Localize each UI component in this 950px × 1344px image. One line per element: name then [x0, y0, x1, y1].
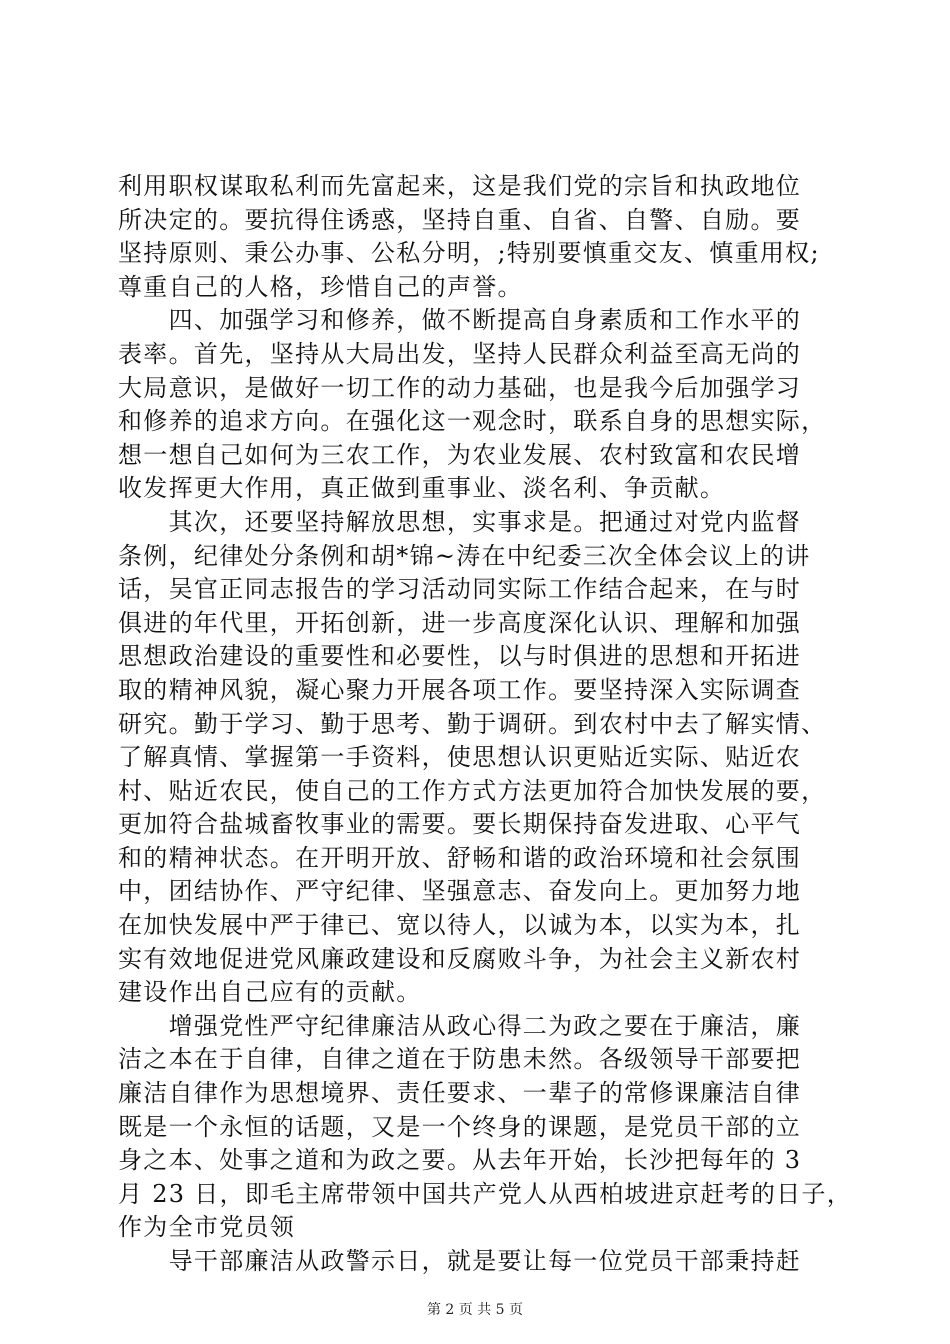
text-line: 思想政治建设的重要性和必要性，以与时俱进的思想和开拓进	[118, 642, 802, 671]
text-line: 所决定的。要抗得住诱惑，坚持自重、自省、自警、自励。要	[118, 205, 802, 234]
text-line: 研究。勤于学习、勤于思考、勤于调研。到农村中去了解实情、	[118, 709, 827, 738]
text-line: 四、加强学习和修养，做不断提高自身素质和工作水平的	[118, 306, 802, 335]
text-line: 洁之本在于自律，自律之道在于防患未然。各级领导干部要把	[118, 1045, 802, 1074]
text-line: 想一想自己如何为三农工作，为农业发展、农村致富和农民增	[118, 440, 802, 469]
text-line: 坚持原则、秉公办事、公私分明，;特别要慎重交友、慎重用权;	[118, 239, 820, 268]
text-line: 其次，还要坚持解放思想，实事求是。把通过对党内监督	[118, 507, 802, 536]
text-line: 中，团结协作、严守纪律、坚强意志、奋发向上。更加努力地	[118, 877, 802, 906]
text-line: 条例，纪律处分条例和胡*锦~涛在中纪委三次全体会议上的讲	[118, 541, 811, 570]
text-line: 廉洁自律作为思想境界、责任要求、一辈子的常修课廉洁自律	[118, 1079, 802, 1108]
text-line: 了解真情、掌握第一手资料，使思想认识更贴近实际、贴近农	[118, 743, 802, 772]
text-line: 更加符合盐城畜牧事业的需要。要长期保持奋发进取、心平气	[118, 810, 802, 839]
text-line: 在加快发展中严于律已、宽以待人，以诚为本，以实为本，扎	[118, 911, 802, 940]
text-line: 尊重自己的人格，珍惜自己的声誉。	[118, 272, 523, 301]
body-text	[118, 170, 858, 1279]
text-line: 增强党性严守纪律廉洁从政心得二为政之要在于廉洁，廉	[118, 1011, 802, 1040]
text-line: 表率。首先，坚持从大局出发，坚持人民群众利益至高无尚的	[118, 339, 802, 368]
text-line: 月 23 日，即毛主席带领中国共产党人从西柏坡进京赶考的日子，	[118, 1179, 853, 1208]
text-line: 俱进的年代里，开拓创新，进一步高度深化认识、理解和加强	[118, 608, 802, 637]
text-line: 取的精神风貌，凝心聚力开展各项工作。要坚持深入实际调查	[118, 675, 802, 704]
text-line: 和修养的追求方向。在强化这一观念时，联系自身的思想实际，	[118, 407, 827, 436]
text-line: 收发挥更大作用，真正做到重事业、淡名利、争贡献。	[118, 474, 726, 503]
text-line: 大局意识，是做好一切工作的动力基础，也是我今后加强学习	[118, 373, 802, 402]
text-line: 作为全市党员领	[118, 1213, 296, 1242]
text-line: 导干部廉洁从政警示日，就是要让每一位党员干部秉持赶	[118, 1247, 802, 1275]
text-line: 和的精神状态。在开明开放、舒畅和谐的政治环境和社会氛围	[118, 843, 802, 872]
text-line: 利用职权谋取私利而先富起来，这是我们党的宗旨和执政地位	[118, 172, 802, 200]
text-line: 身之本、处事之道和为政之要。从去年开始，长沙把每年的 3	[118, 1146, 802, 1175]
page-number-footer: 第 2 页 共 5 页	[426, 1302, 524, 1318]
text-line: 实有效地促进党风廉政建设和反腐败斗争，为社会主义新农村	[118, 944, 802, 973]
text-line: 话，吴官正同志报告的学习活动同实际工作结合起来，在与时	[118, 575, 802, 604]
text-line: 建设作出自己应有的贡献。	[118, 978, 422, 1007]
text-line: 既是一个永恒的话题，又是一个终身的课题，是党员干部的立	[118, 1112, 802, 1141]
text-line: 村、贴近农民，使自己的工作方式方法更加符合加快发展的要，	[118, 776, 827, 805]
